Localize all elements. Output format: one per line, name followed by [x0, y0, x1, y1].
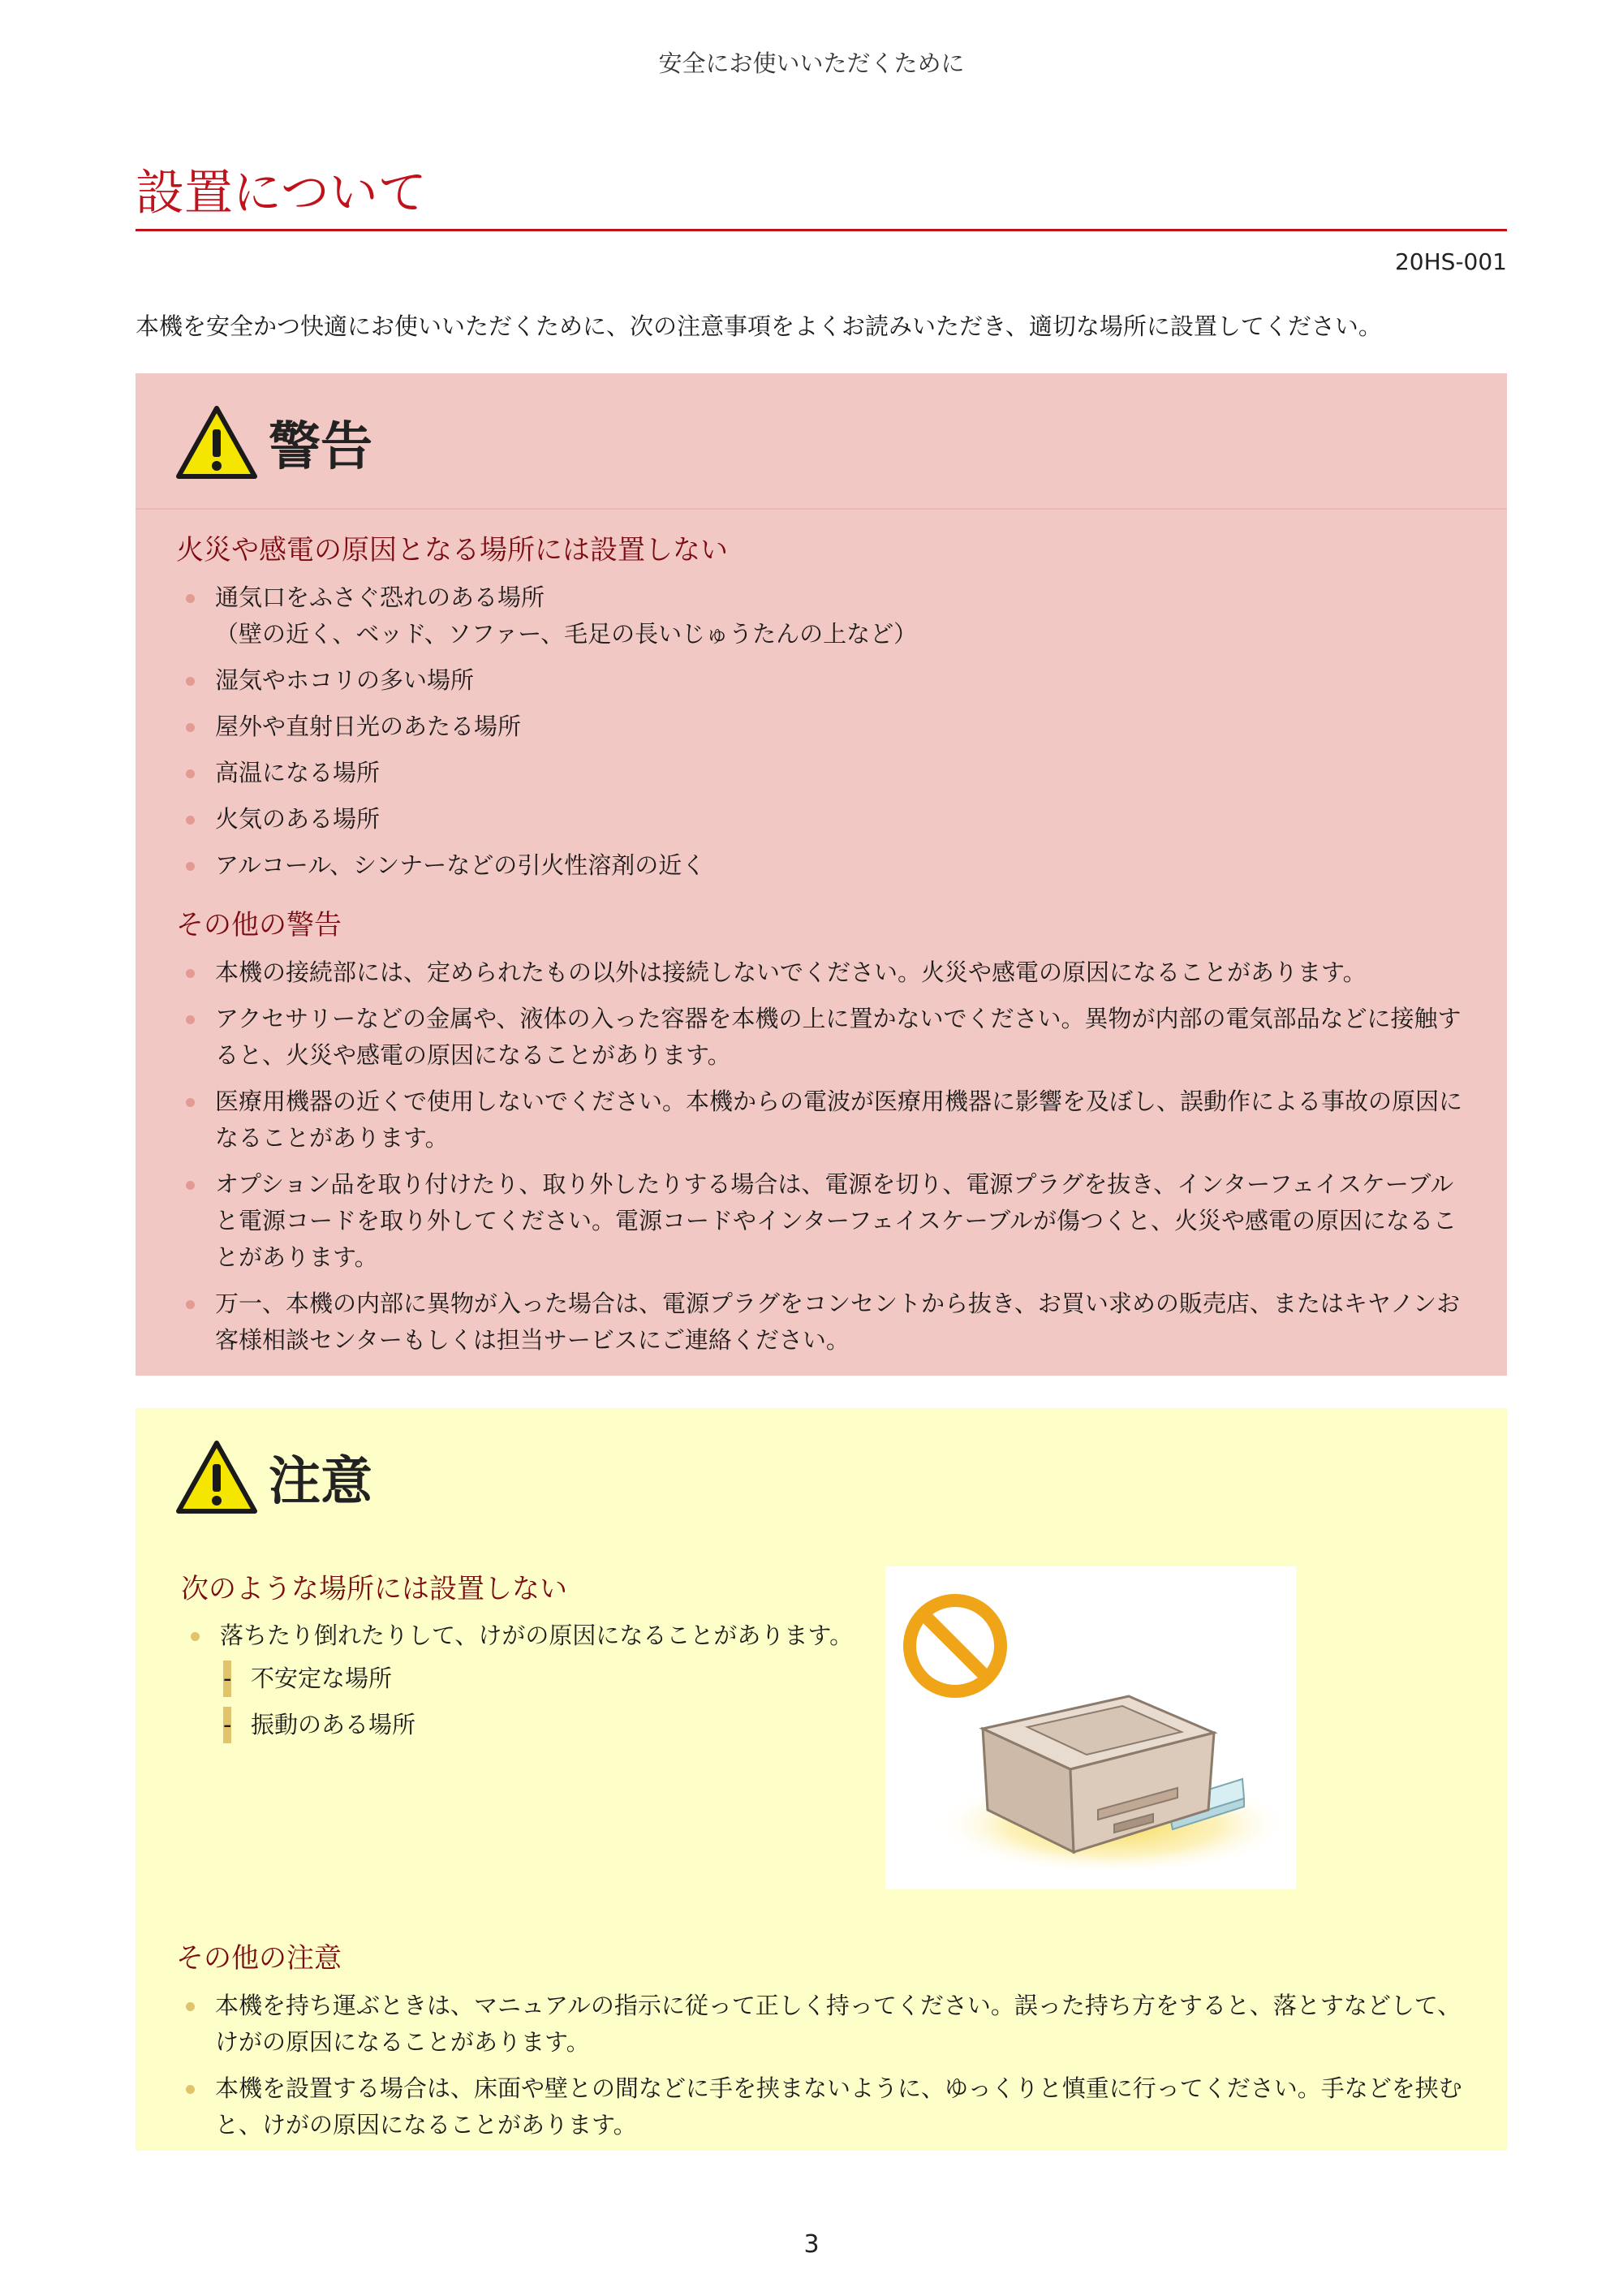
list-item: アクセサリーなどの金属や、液体の入った容器を本機の上に置かないでください。異物が内部の電気部品などに接触すると、火災や感電の原因になることがあります。 [176, 1001, 1474, 1074]
sub-list-item: - 振動のある場所 [220, 1707, 879, 1743]
warning-panel [136, 373, 1507, 1376]
list-item-note: （壁の近く、ベッド、ソファー、毛足の長いじゅうたんの上など） [215, 620, 918, 648]
sub-list-item: - 不安定な場所 [220, 1661, 879, 1697]
page-title: 設置について [136, 165, 427, 222]
list-item: 本機の接続部には、定められたもの以外は接続しないでください。火災や感電の原因になることがあります。 [176, 954, 1474, 991]
list-item [176, 709, 1474, 745]
list-item: 本機を持ち運ぶときは、マニュアルの指示に従って正しく持ってください。誤った持ち方をすると、落とすなどして、けがの原因になることがあります。 [176, 1988, 1474, 2061]
other-warnings-list [176, 954, 1474, 1368]
list-item [176, 579, 1474, 653]
list-item [176, 662, 1474, 699]
list-item-text: 通気口をふさぐ恐れのある場所 [215, 584, 545, 611]
page-number: 3 [803, 2230, 820, 2259]
warning-location-list [176, 579, 1474, 894]
warning-label: 警告 [269, 417, 372, 477]
caution-section-heading: 次のような場所には設置しない [181, 1573, 567, 1605]
list-item-text: 湿気やホコリの多い場所 [215, 666, 475, 694]
warning-section-heading: 火災や感電の原因となる場所には設置しない [176, 534, 728, 566]
warning-triangle-icon [176, 405, 257, 480]
list-item: 万一、本機の内部に異物が入った場合は、電源プラグをコンセントから抜き、お買い求めの販売店、またはキヤノンお客様相談センターもしくは担当サービスにご連絡ください。 [176, 1286, 1474, 1359]
caution-label: 注意 [269, 1452, 372, 1512]
running-header: 安全にお使いいただくために [658, 50, 965, 77]
caution-heading [176, 1437, 372, 1518]
caution-panel [136, 1408, 1507, 2151]
other-cautions-list [176, 1988, 1474, 2153]
warning-triangle-icon [176, 1440, 257, 1514]
list-item-text: アルコール、シンナーなどの引火性溶剤の近く [215, 851, 706, 879]
list-item: 医療用機器の近くで使用しないでください。本機からの電波が医療用機器に影響を及ぼし、誤動作による事故の原因になることがあります。 [176, 1083, 1474, 1157]
list-item-text: 高温になる場所 [215, 759, 381, 786]
warning-divider [136, 508, 1507, 510]
prohibited-printer-icon [885, 1566, 1296, 1889]
caution-sublist [220, 1661, 879, 1743]
list-item [176, 801, 1474, 838]
intro-paragraph: 本機を安全かつ快適にお使いいただくために、次の注意事項をよくお読みいただき、適切な場所に設置してください。 [136, 312, 1382, 340]
list-item-text: 火気のある場所 [215, 805, 381, 833]
list-item: 本機を設置する場合は、床面や壁との間などに手を挟まないように、ゆっくりと慎重に行ってください。手などを挟むと、けがの原因になることがあります。 [176, 2070, 1474, 2143]
title-divider [136, 229, 1507, 231]
list-item [181, 1618, 879, 1743]
other-warnings-heading: その他の警告 [176, 909, 342, 941]
other-cautions-heading: その他の注意 [176, 1942, 342, 1975]
warning-heading [176, 402, 372, 483]
list-item [176, 755, 1474, 791]
list-item: オプション品を取り付けたり、取り外したりする場合は、電源を切り、電源プラグを抜き、インターフェイスケーブルと電源コードを取り外してください。電源コードやインターフェイスケーブルが傷つくと、火災や感電の原因になることがあります。 [176, 1166, 1474, 1276]
list-item-text: 屋外や直射日光のあたる場所 [215, 713, 522, 740]
list-item [176, 847, 1474, 884]
prohibited-printer-illustration [885, 1566, 1296, 1889]
list-item-text: 落ちたり倒れたりして、けがの原因になることがあります。 [220, 1622, 854, 1649]
document-id: 20HS-001 [1394, 248, 1507, 275]
caution-location-list [181, 1618, 879, 1753]
